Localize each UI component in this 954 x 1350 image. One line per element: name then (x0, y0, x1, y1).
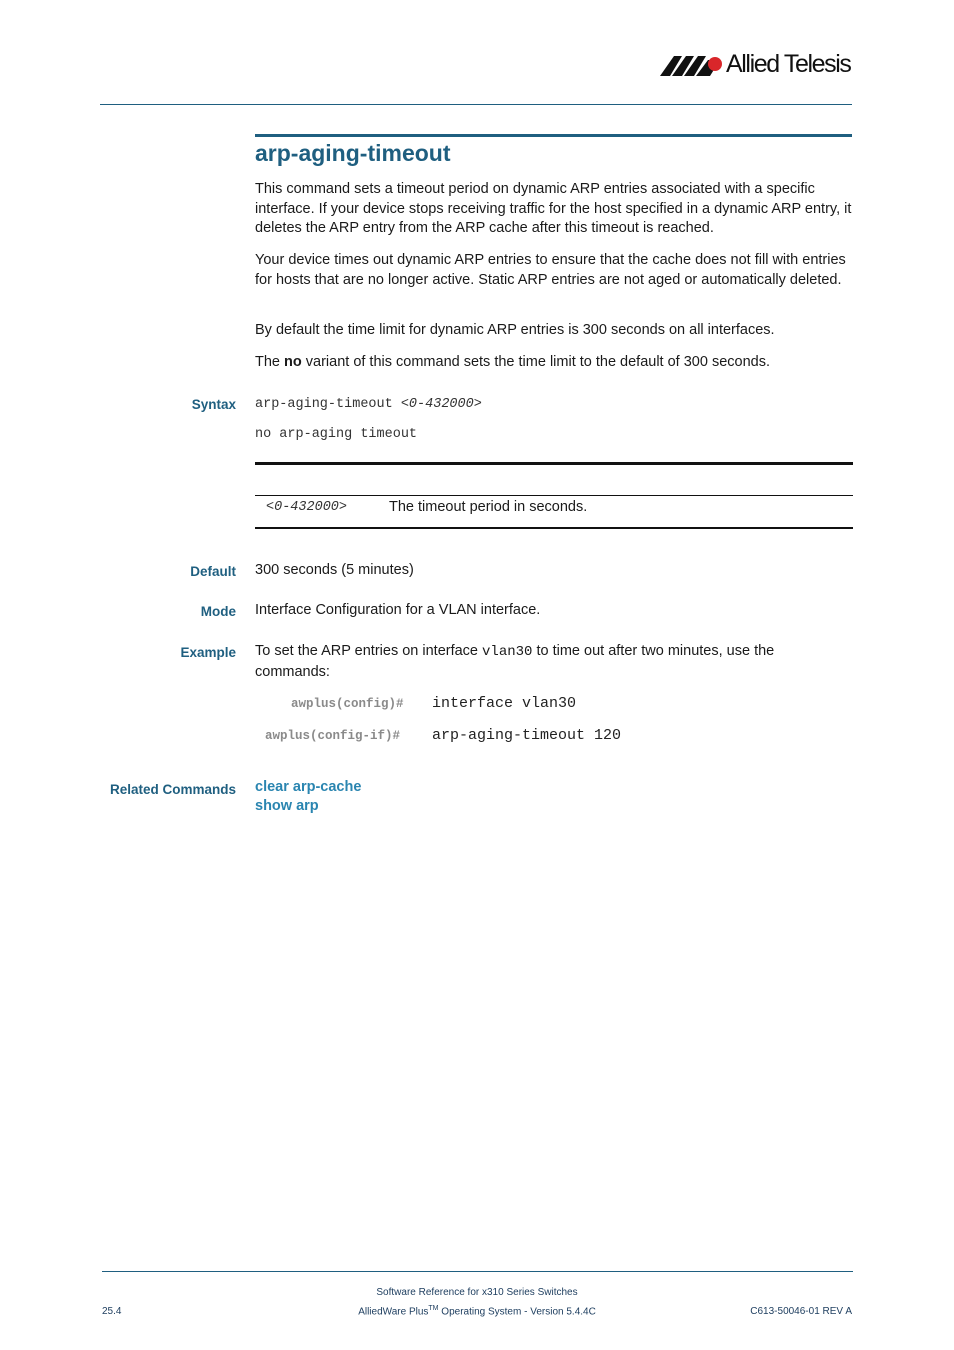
syntax-command: arp-aging-timeout (255, 397, 401, 412)
p4-text-post: variant of this command sets the time limit to the default of 300 seconds. (301, 354, 770, 370)
footer-doc-id: C613-50046-01 REV A (750, 1306, 852, 1317)
syntax-param: <0-432000> (400, 397, 482, 412)
description-paragraph-2: Your device times out dynamic ARP entries to ensure that the cache does not fill with entries for hosts that are no longer active. Static ARP entries are not aged or automatically deleted. (255, 252, 846, 288)
title-rule (255, 134, 852, 137)
example-prompt-2: awplus(config-if)# (265, 729, 401, 743)
description-paragraph-1: This command sets a timeout period on dynamic ARP entries associated with a specific interface. If your device stops receiving traffic for the host specified in a dynamic ARP entry, it deletes the ARP entry from the ARP cache after this timeout is reached. (255, 181, 852, 236)
table-param: <0-432000> (266, 500, 348, 515)
footer-version: Operating System - Version 5.4.4C (438, 1306, 596, 1318)
default-text: 300 seconds (5 minutes) (255, 562, 414, 578)
related-commands-label: Related Commands (109, 782, 236, 797)
footer-trademark: TM (428, 1305, 439, 1312)
description-paragraph-4 (255, 353, 855, 373)
footer-product: AlliedWare Plus (358, 1306, 429, 1318)
link-clear-arp-cache[interactable]: clear arp-cache (255, 779, 362, 795)
example-command-1: interface vlan30 (432, 695, 577, 712)
example-command-2: arp-aging-timeout 120 (432, 727, 622, 744)
logo-mark-icon (660, 54, 724, 76)
mode-label: Mode (200, 604, 236, 619)
example-label: Example (180, 645, 236, 660)
example-text-post: to time out after two minutes, use the commands: (255, 643, 775, 680)
table-top-rule (255, 462, 853, 465)
footer-rule (102, 1271, 853, 1272)
footer-title: Software Reference for x310 Series Switches (376, 1287, 578, 1298)
mode-text: Interface Configuration for a VLAN interface. (255, 602, 541, 618)
link-show-arp[interactable]: show arp (255, 798, 319, 814)
example-prompt-1: awplus(config)# (291, 697, 404, 711)
example-text (255, 642, 815, 682)
syntax-label: Syntax (191, 397, 236, 412)
table-bottom-rule (255, 527, 853, 529)
example-interface-code: vlan30 (482, 644, 533, 660)
brand-name: Allied Telesis (726, 50, 851, 78)
p4-text-pre: The (255, 354, 285, 370)
description-paragraph-3: By default the time limit for dynamic ARP entries is 300 seconds on all interfaces. (255, 322, 775, 338)
p4-keyword-no: no (284, 354, 302, 370)
allied-telesis-logo (660, 50, 854, 80)
page-title: arp-aging-timeout (255, 140, 451, 166)
table-description: The timeout period in seconds. (389, 499, 588, 515)
header-rule (100, 104, 852, 105)
default-label: Default (190, 564, 236, 579)
example-text-pre: To set the ARP entries on interface (255, 643, 483, 659)
footer-page-number: 25.4 (102, 1306, 122, 1317)
table-header-rule (255, 495, 853, 496)
syntax-line-2: no arp-aging timeout (255, 427, 418, 442)
syntax-line-1 (255, 397, 482, 412)
